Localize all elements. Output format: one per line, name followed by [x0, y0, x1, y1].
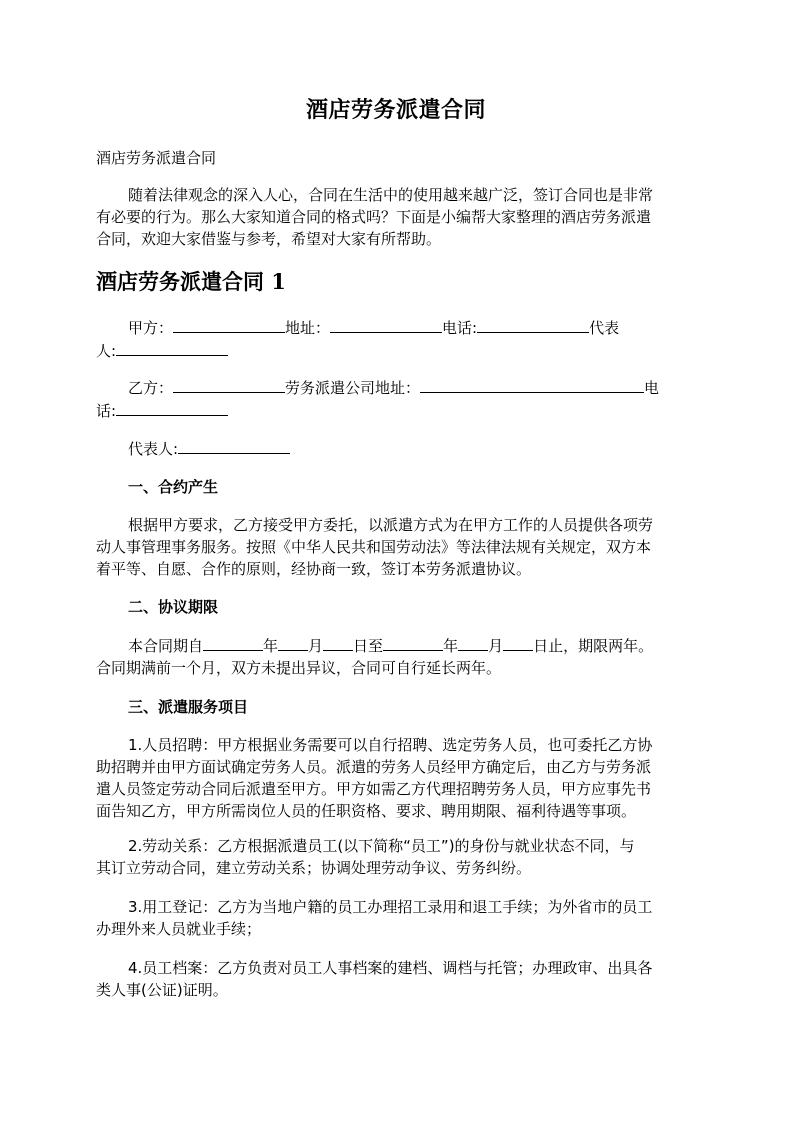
- clause-3-item-2: [96, 835, 692, 879]
- party-b-block: [96, 376, 692, 422]
- clause-2-heading: 二、协议期限: [128, 598, 219, 616]
- party-b-line: [96, 399, 692, 422]
- party-b-phone-label: 电: [644, 379, 660, 397]
- party-a-name-blank[interactable]: [173, 316, 285, 333]
- clause-line: 3.用工登记：乙方为当地户籍的员工办理招工录用和退工手续；为外省市的员工: [128, 898, 653, 916]
- intro-line: 随着法律观念的深入人心，合同在生活中的使用越来越广泛，签订合同也是非常: [128, 186, 654, 204]
- clause-2-paragraph: [96, 634, 692, 679]
- party-a-line: [96, 339, 692, 362]
- clause-3-item-1: [96, 734, 692, 822]
- term-start-label: 本合同期自: [128, 637, 204, 655]
- clause-line: [96, 634, 692, 657]
- day-end-label: 日止，期限两年。: [533, 637, 654, 655]
- party-a-rep-label: 人:: [96, 342, 117, 360]
- party-a-address-blank[interactable]: [330, 316, 442, 333]
- document-title: 酒店劳务派遣合同: [305, 97, 486, 123]
- clause-line: 遣人员签定劳动合同后派遣至甲方。甲方如需乙方代理招聘劳务人员，甲方应事先书: [96, 780, 652, 798]
- section-heading: 酒店劳务派遣合同 1: [96, 269, 286, 294]
- clause-1-paragraph: [96, 514, 692, 580]
- party-b-name-blank[interactable]: [173, 376, 285, 393]
- clause-line: 面告知乙方，甲方所需岗位人员的任职资格、要求、聘用期限、福利待遇等事项。: [96, 802, 637, 820]
- end-year-blank[interactable]: [383, 634, 443, 651]
- clause-line: 其订立劳动合同，建立劳动关系；协调处理劳动争议、劳务纠纷。: [96, 859, 532, 877]
- party-b-label: 乙方：: [128, 379, 174, 397]
- intro-line: 有必要的行为。那么大家知道合同的格式吗？下面是小编帮大家整理的酒店劳务派遣: [96, 208, 652, 226]
- clause-3-heading: 三、派遣服务项目: [128, 698, 249, 716]
- month-label: 月: [308, 637, 324, 655]
- clause-line: 根据甲方要求，乙方接受甲方委托，以派遣方式为在甲方工作的人员提供各项劳: [128, 516, 654, 534]
- end-month-blank[interactable]: [458, 634, 488, 651]
- representative-block: [96, 437, 692, 460]
- party-a-line: [96, 316, 692, 339]
- party-b-phone-blank[interactable]: [116, 399, 228, 416]
- clause-1-heading: 一、合约产生: [128, 478, 219, 496]
- representative-blank[interactable]: [178, 437, 290, 454]
- representative-label: 代表人:: [128, 440, 179, 458]
- party-b-phone-label: 话:: [96, 402, 117, 420]
- clause-line: 助招聘并由甲方面试确定劳务人员。派遣的劳务人员经甲方确定后，由乙方与劳务派: [96, 758, 652, 776]
- day-to-label: 日至: [353, 637, 384, 655]
- clause-line: 类人事(公证)证明。: [96, 981, 228, 999]
- clause-line: 动人事管理事务服务。按照《中华人民共和国劳动法》等法律法规有关规定，双方本: [96, 538, 652, 556]
- start-year-blank[interactable]: [203, 634, 263, 651]
- clause-line: 4.员工档案：乙方负责对员工人事档案的建档、调档与托管；办理政审、出具各: [128, 959, 653, 977]
- month-label: 月: [488, 637, 504, 655]
- end-day-blank[interactable]: [503, 634, 533, 651]
- party-a-block: [96, 316, 692, 362]
- party-b-address-label: 劳务派遣公司地址：: [285, 379, 421, 397]
- party-a-rep-blank[interactable]: [116, 339, 228, 356]
- start-day-blank[interactable]: [323, 634, 353, 651]
- year-label: 年: [263, 637, 279, 655]
- intro-paragraph: [96, 184, 692, 250]
- representative-line: [96, 437, 692, 460]
- year-label: 年: [443, 637, 459, 655]
- start-month-blank[interactable]: [278, 634, 308, 651]
- party-a-phone-label: 电话:: [442, 319, 478, 337]
- party-b-line: [96, 376, 692, 399]
- clause-line: 合同期满前一个月，双方未提出异议，合同可自行延长两年。: [96, 659, 502, 677]
- clause-line: 2.劳动关系：乙方根据派遣员工(以下简称“员工”)的身份与就业状态不同，与: [128, 837, 635, 855]
- clause-line: 1.人员招聘：甲方根据业务需要可以自行招聘、选定劳务人员，也可委托乙方协: [128, 736, 653, 754]
- intro-line: 合同，欢迎大家借鉴与参考，希望对大家有所帮助。: [96, 230, 442, 248]
- clause-line: 办理外来人员就业手续；: [96, 920, 262, 938]
- party-a-phone-blank[interactable]: [477, 316, 589, 333]
- clause-3-item-3: [96, 896, 692, 940]
- document-subtitle: 酒店劳务派遣合同: [96, 149, 217, 167]
- party-a-address-label: 地址：: [285, 319, 331, 337]
- clause-3-item-4: [96, 957, 692, 1001]
- party-a-label: 甲方：: [128, 319, 174, 337]
- clause-line: 着平等、自愿、合作的原则，经协商一致，签订本劳务派遣协议。: [96, 560, 532, 578]
- party-b-address-blank[interactable]: [420, 376, 644, 393]
- party-a-rep-label: 代表: [589, 319, 620, 337]
